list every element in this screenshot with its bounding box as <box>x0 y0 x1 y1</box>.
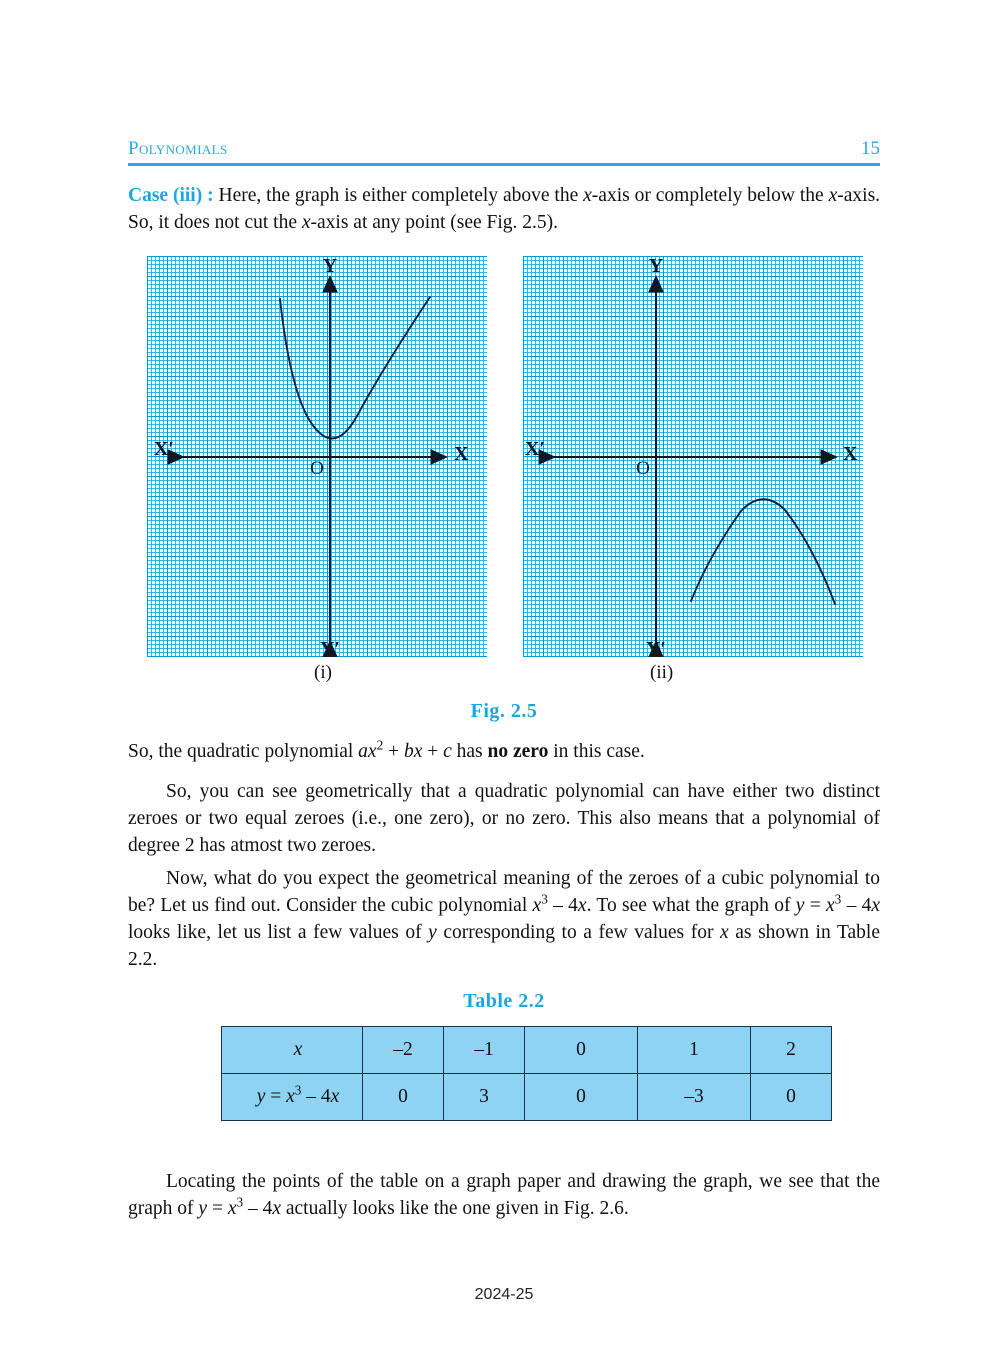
p3-text-g: corresponding to a few values for <box>436 922 721 943</box>
p3-x-cubed-exp-2: 3 <box>834 891 842 907</box>
figure-2-5-container <box>147 256 863 657</box>
table-cell-x-4: 2 <box>751 1027 832 1074</box>
graph-ii-label-x-prime: X′ <box>524 438 545 460</box>
graph-panel-ii <box>523 256 863 657</box>
table-cell-y-0: 0 <box>363 1074 444 1121</box>
figure-caption: Fig. 2.5 <box>470 700 538 722</box>
graph-i-drawing <box>147 256 487 657</box>
p4-text-b: = <box>207 1198 228 1219</box>
graph-i-label-y-prime: Y′ <box>319 638 341 657</box>
graph-i-label-x: X <box>454 443 469 465</box>
p4-text-c: – 4 <box>243 1198 273 1219</box>
p1-c: c <box>443 741 452 762</box>
table-2-2 <box>221 1026 832 1121</box>
case-iii-x-1: x <box>583 185 592 206</box>
figure-sublabel-i: (i) <box>314 662 332 683</box>
graph-i-parabola <box>280 297 430 439</box>
table-rowhead-x-symbol: x <box>293 1039 303 1060</box>
table-cell-x-2: 0 <box>525 1027 638 1074</box>
p3-x-cubed-base: x <box>532 895 542 916</box>
p1-ax: ax <box>358 741 377 762</box>
paragraph-cubic-intro <box>128 865 880 973</box>
p3-x-cubed-base-2: x <box>826 895 835 916</box>
graph-i-label-y: Y <box>322 256 338 277</box>
p4-x: x <box>272 1198 281 1219</box>
p1-text-b: + <box>383 741 404 762</box>
p1-exponent: 2 <box>376 737 384 753</box>
graph-ii-parabola <box>691 499 835 604</box>
p3-text-d: = <box>804 895 826 916</box>
p4-y: y <box>198 1198 208 1219</box>
figure-sublabel-ii: (ii) <box>650 662 674 683</box>
graph-ii-label-origin: O <box>636 458 650 479</box>
graph-ii-label-y-prime: Y′ <box>645 638 667 657</box>
p4-text-d: actually looks like the one given in Fig. 2.6. <box>281 1198 629 1219</box>
graph-ii-label-y: Y <box>648 256 664 277</box>
p3-text-h: as shown in Table 2.2. <box>128 922 880 970</box>
table-cell-x-0: –2 <box>363 1027 444 1074</box>
table-rowhead-y-symbol: y <box>256 1086 266 1107</box>
header-chapter-title: Polynomials <box>128 138 228 159</box>
table-rowhead-y <box>222 1074 363 1121</box>
case-iii-x-3: x <box>301 212 311 233</box>
table-rowhead-minus: – 4 <box>301 1086 331 1107</box>
p4-text-a: Locating the points of the table on a graph paper and drawing the graph, we see that the graph of <box>128 1171 880 1219</box>
table-row-x <box>222 1027 832 1074</box>
graph-panel-i <box>147 256 487 657</box>
graph-i-label-x-prime: X′ <box>153 438 174 460</box>
p1-text-e: in this case. <box>548 741 645 762</box>
p1-no-zero: no zero <box>487 741 549 762</box>
p1-bx: bx <box>403 741 423 762</box>
p3-x-1: x <box>577 895 587 916</box>
table-rowhead-x-exp: 3 <box>294 1082 302 1098</box>
case-iii-text-2: -axis or completely below <box>591 185 795 206</box>
p3-text-b: – 4 <box>547 895 578 916</box>
table-cell-y-4: 0 <box>751 1074 832 1121</box>
table-rowhead-eq: = <box>265 1086 287 1107</box>
page-footer: 2024-25 <box>474 1286 534 1303</box>
p3-text-e: – 4 <box>841 895 872 916</box>
table-rowhead-x-base: x <box>286 1086 295 1107</box>
case-iii-text-4: -axis. So, it does not cut the <box>128 185 881 233</box>
p1-text-d: has <box>451 741 488 762</box>
graph-ii-drawing <box>523 256 863 657</box>
case-iii-x-2: x <box>828 185 838 206</box>
case-iii-text-3: the <box>799 185 829 206</box>
paragraph-no-zero <box>128 738 880 765</box>
p4-x-base: x <box>227 1198 237 1219</box>
p1-text-a: So, the quadratic polynomial <box>128 741 359 762</box>
table-title: Table 2.2 <box>463 990 545 1012</box>
case-iii-text-5: -axis at any point (see Fig. 2.5). <box>310 212 559 233</box>
case-iii-text-1: Here, the graph is either completely above the <box>213 185 584 206</box>
p3-text-c: . To see what the graph of <box>586 895 796 916</box>
p3-y-2: y <box>428 922 437 943</box>
p4-x-exp: 3 <box>236 1194 244 1210</box>
p3-text-a: Now, what do you expect the geometrical meaning of the zeroes of a cubic polynomial to be? Let us find out. Consider the cubic polynomial <box>128 868 880 916</box>
case-iii-label: Case (iii) : <box>128 185 214 206</box>
p1-text-c: + <box>422 741 444 762</box>
page-header <box>128 138 880 164</box>
header-page-number: 15 <box>861 138 880 159</box>
p3-x-2: x <box>871 895 881 916</box>
table-rowhead-x-last: x <box>330 1086 340 1107</box>
table-cell-y-3: –3 <box>638 1074 751 1121</box>
table-cell-y-2: 0 <box>525 1074 638 1121</box>
case-iii-paragraph <box>128 182 880 236</box>
paragraph-geometric-meaning: So, you can see geometrically that a quadratic polynomial can have either two distinct zeroes or two equal zeroes (i.e., one zero), or no zero. This also means that a polynomial of degree 2 has atmost two zeroes. <box>128 781 880 856</box>
p3-y-1: y <box>795 895 805 916</box>
table-cell-x-1: –1 <box>444 1027 525 1074</box>
p3-x-cubed-exp: 3 <box>541 891 548 907</box>
p3-x-3: x <box>720 922 729 943</box>
paragraph-locating-points <box>128 1168 880 1222</box>
table-cell-y-1: 3 <box>444 1074 525 1121</box>
header-divider <box>128 163 880 166</box>
p3-text-f: looks like, let us list a few values of <box>128 922 429 943</box>
table-cell-x-3: 1 <box>638 1027 751 1074</box>
graph-i-label-origin: O <box>310 458 324 479</box>
table-row-y <box>222 1074 832 1121</box>
table-rowhead-x <box>222 1027 363 1074</box>
graph-ii-label-x: X <box>843 443 858 465</box>
